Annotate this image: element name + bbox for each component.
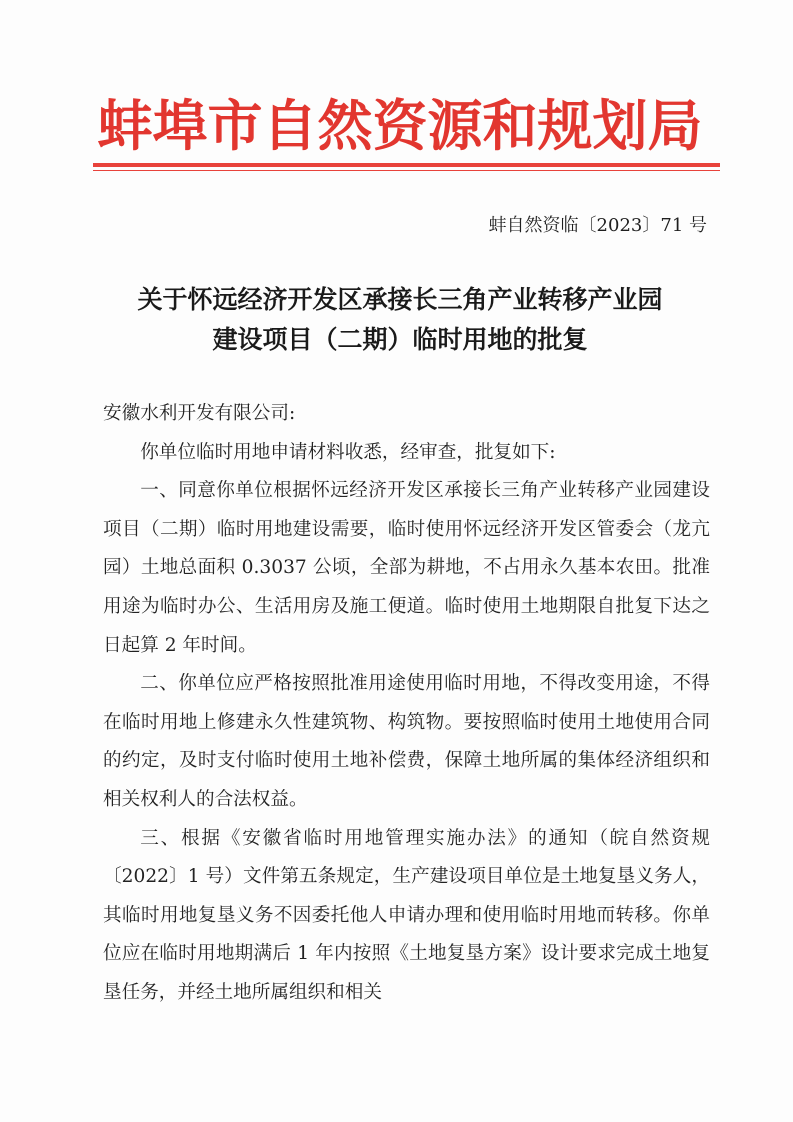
item-2-paragraph: 二、你单位应严格按照批准用途使用临时用地，不得改变用途，不得在临时用地上修建永久性建筑物、构筑物。要按照临时使用土地使用合同的约定，及时支付临时使用土地补偿费，保障土地所属的集体经济组织和相关权利人的合法权益。 [103, 673, 710, 810]
document-subject [80, 280, 720, 360]
issuer-title: 蚌埠市自然资源和规划局 [97, 93, 703, 158]
addressee: 安徽水利开发有限公司: [103, 403, 296, 424]
document-number: 蚌自然资临〔2023〕71 号 [488, 215, 707, 236]
red-header-rule-thick [93, 163, 720, 167]
document-body [103, 395, 710, 1013]
subject-line-2: 建设项目（二期）临时用地的批复 [212, 325, 588, 354]
intro-paragraph: 你单位临时用地申请材料收悉，经审查，批复如下: [140, 441, 556, 463]
item-1-paragraph: 一、同意你单位根据怀远经济开发区承接长三角产业转移产业园建设项目（二期）临时用地建设需要，临时使用怀远经济开发区管委会（龙亢园）土地总面积 0.3037 公顷，全部为耕地，不占用永久基本农田。批准用途为临时办公、生活用房及施工便道。临时使用土地期限自批复下达之日起算 2 年时间。 [103, 480, 710, 656]
subject-line-1: 关于怀远经济开发区承接长三角产业转移产业园 [137, 285, 663, 314]
item-3-paragraph: 三、根据《安徽省临时用地管理实施办法》的通知（皖自然资规〔2022〕1 号）文件第五条规定，生产建设项目单位是土地复垦义务人，其临时用地复垦义务不因委托他人申请办理和使用临时用地而转移。你单位应在临时用地期满后 1 年内按照《土地复垦方案》设计要求完成土地复垦任务，并经土地所属组织和相关 [103, 827, 710, 1003]
red-header-rule-thin [93, 170, 720, 171]
